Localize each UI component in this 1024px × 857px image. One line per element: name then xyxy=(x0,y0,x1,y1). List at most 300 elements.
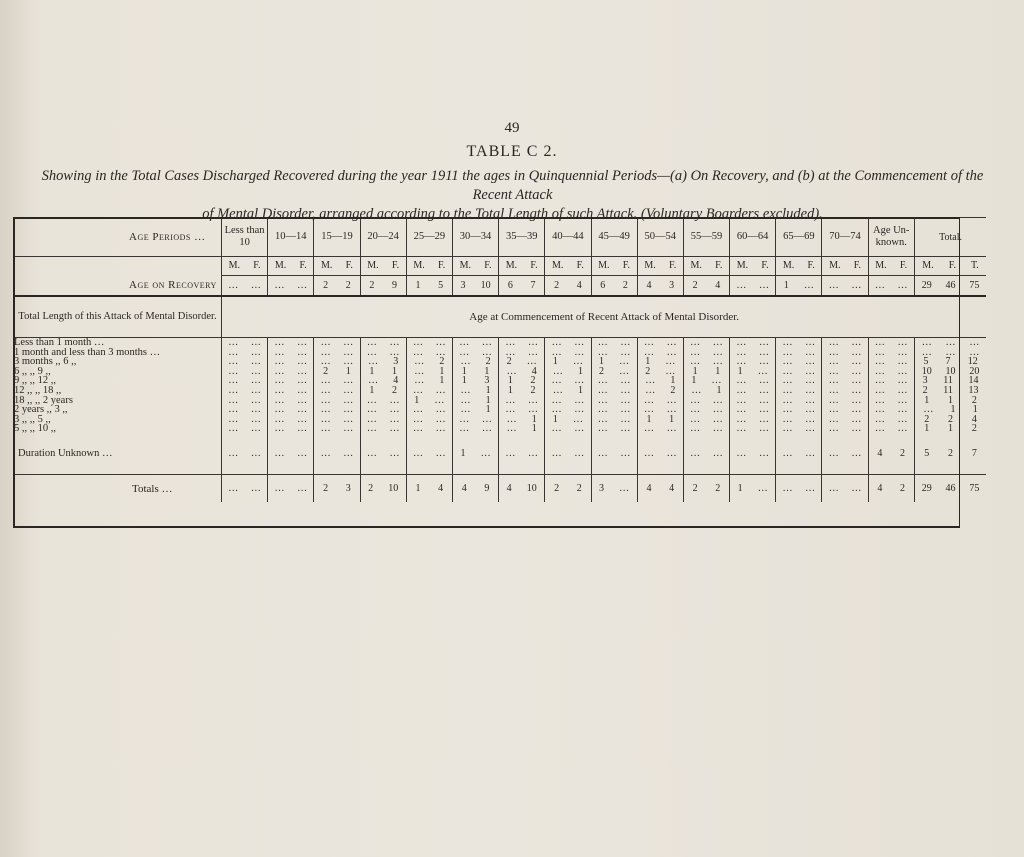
value-cell: … xyxy=(897,346,908,358)
value-cell: … xyxy=(528,337,539,348)
value-cell: 1 xyxy=(460,447,466,459)
value-cell: … xyxy=(691,384,702,396)
duration-row-label: 9 ,, ,, 12 ,, xyxy=(14,375,56,387)
period-header: 45—49 xyxy=(591,218,637,257)
value-cell: 7 xyxy=(945,356,951,368)
value-cell: … xyxy=(366,447,377,459)
value-cell: … xyxy=(736,375,747,387)
value-cell: … xyxy=(274,356,285,368)
value-cell: … xyxy=(736,346,747,358)
value-cell: 1 xyxy=(599,356,605,368)
value-cell: … xyxy=(805,337,816,348)
value-cell: … xyxy=(435,404,446,416)
value-cell: 75 xyxy=(969,483,980,494)
value-cell: 1 xyxy=(577,365,583,377)
value-cell: … xyxy=(228,337,239,348)
value-cell: F. xyxy=(253,260,261,272)
value-cell: … xyxy=(228,365,239,377)
value-cell: … xyxy=(320,394,331,406)
value-cell: 3 xyxy=(345,483,351,494)
value-cell: … xyxy=(782,365,793,377)
value-cell: … xyxy=(228,356,239,368)
value-cell: 1 xyxy=(737,365,743,377)
value-cell: … xyxy=(574,346,585,358)
value-cell: … xyxy=(805,346,816,358)
value-cell: … xyxy=(366,404,377,416)
value-cell: 4 xyxy=(393,375,399,387)
value-cell: … xyxy=(736,279,747,291)
value-cell: … xyxy=(459,413,470,425)
value-cell: … xyxy=(757,365,768,377)
value-cell: … xyxy=(690,394,701,406)
value-cell: … xyxy=(320,384,331,396)
value-cell: … xyxy=(460,404,471,416)
value-cell: 1 xyxy=(972,404,978,416)
value-cell: … xyxy=(343,337,354,348)
value-cell: F. xyxy=(530,260,538,272)
value-cell: 1 xyxy=(692,365,698,377)
value-cell: … xyxy=(782,356,793,368)
value-cell: F. xyxy=(948,260,956,272)
value-cell: 20 xyxy=(969,365,980,377)
value-cell: … xyxy=(874,279,885,291)
value-cell: … xyxy=(414,375,425,387)
value-cell: … xyxy=(620,337,631,348)
value-cell: … xyxy=(711,375,722,387)
period-header: 50—54 xyxy=(637,218,683,257)
value-cell: … xyxy=(782,404,793,416)
value-cell: … xyxy=(320,423,331,435)
value-cell: … xyxy=(480,447,491,459)
value-cell: … xyxy=(828,413,839,425)
duration-row-label: 6 ,, ,, 9 ,, xyxy=(14,365,51,377)
value-cell: … xyxy=(945,346,956,358)
value-cell: … xyxy=(505,337,516,348)
value-cell: … xyxy=(460,356,471,368)
value-cell: … xyxy=(505,394,516,406)
value-cell: … xyxy=(574,394,585,406)
value-cell: 10 xyxy=(921,365,932,377)
value-cell: 14 xyxy=(968,375,979,387)
value-cell: 2 xyxy=(554,279,560,291)
duration-row-label: 18 ,, ,, 2 years xyxy=(14,394,73,406)
value-cell: … xyxy=(343,346,354,358)
value-cell: … xyxy=(969,346,980,358)
value-cell: 2 xyxy=(670,384,676,396)
value-cell: … xyxy=(597,337,608,348)
value-cell: … xyxy=(874,356,885,368)
value-cell: … xyxy=(250,365,261,377)
value-cell: … xyxy=(897,337,908,348)
value-cell: 1 xyxy=(485,394,491,406)
value-cell: … xyxy=(620,346,631,358)
value-cell: … xyxy=(897,384,908,396)
value-cell: … xyxy=(435,413,446,425)
value-cell: … xyxy=(828,279,839,291)
value-cell: … xyxy=(645,384,656,396)
value-cell: … xyxy=(805,375,816,387)
value-cell: … xyxy=(828,423,839,435)
value-cell: … xyxy=(320,413,331,425)
value-cell: … xyxy=(805,483,816,494)
value-cell: … xyxy=(874,337,885,348)
value-cell: … xyxy=(643,423,654,435)
value-cell: 1 xyxy=(507,384,513,396)
value-cell: … xyxy=(528,447,539,459)
value-cell: 2 xyxy=(506,356,512,368)
value-cell: 4 xyxy=(576,279,582,291)
value-cell: … xyxy=(297,423,308,435)
value-cell: … xyxy=(460,384,471,396)
value-cell: … xyxy=(274,337,285,348)
value-cell: … xyxy=(645,375,656,387)
value-cell: 2 xyxy=(323,365,329,377)
value-cell: 4 xyxy=(877,447,883,459)
value-cell: 9 xyxy=(391,279,397,291)
value-cell: … xyxy=(969,337,980,348)
duration-unknown-label: Duration Unknown … xyxy=(14,440,222,466)
value-cell: … xyxy=(758,413,769,425)
value-cell: 7 xyxy=(971,447,977,459)
period-header: 40—44 xyxy=(545,218,591,257)
table-title: TABLE C 2. xyxy=(466,143,558,160)
table-frame xyxy=(13,217,960,528)
value-cell: … xyxy=(828,384,839,396)
value-cell: … xyxy=(874,413,885,425)
value-cell: 3 xyxy=(393,356,399,368)
value-cell: … xyxy=(297,394,308,406)
value-cell: … xyxy=(923,404,934,416)
value-cell: … xyxy=(758,346,769,358)
value-cell: … xyxy=(805,384,816,396)
value-cell: 1 xyxy=(577,384,583,396)
value-cell: … xyxy=(481,413,492,425)
value-cell: … xyxy=(414,356,425,368)
value-cell: M. xyxy=(321,260,333,272)
value-cell: … xyxy=(897,394,908,406)
value-cell: … xyxy=(551,404,562,416)
value-cell: 4 xyxy=(669,483,675,494)
value-cell: … xyxy=(712,346,723,358)
value-cell: 1 xyxy=(670,375,676,387)
page-number: 49 xyxy=(504,120,520,136)
value-cell: … xyxy=(851,279,862,291)
value-cell: … xyxy=(805,394,816,406)
value-cell: … xyxy=(274,423,285,435)
value-cell: … xyxy=(828,394,839,406)
value-cell: … xyxy=(597,423,608,435)
value-cell: … xyxy=(274,346,285,358)
value-cell: … xyxy=(228,483,239,494)
value-cell: 1 xyxy=(461,365,467,377)
value-cell: 5 xyxy=(923,356,929,368)
value-cell: 2 xyxy=(948,447,954,459)
value-cell: … xyxy=(712,394,723,406)
value-cell: … xyxy=(921,337,932,348)
value-cell: … xyxy=(574,447,585,459)
value-cell: 1 xyxy=(415,483,421,494)
value-cell: M. xyxy=(829,260,841,272)
value-cell: … xyxy=(343,404,354,416)
period-header: 30—34 xyxy=(452,218,498,257)
duration-row-label: 2 years ,, 3 ,, xyxy=(14,404,68,416)
value-cell: 1 xyxy=(485,384,491,396)
value-cell: … xyxy=(572,356,583,368)
value-cell: … xyxy=(572,413,583,425)
period-header: 55—59 xyxy=(683,218,729,257)
value-cell: … xyxy=(874,394,885,406)
value-cell: 1 xyxy=(485,404,491,416)
value-cell: 1 xyxy=(645,356,651,368)
value-cell: 2 xyxy=(692,279,698,291)
value-cell: 2 xyxy=(368,483,374,494)
value-cell: 10 xyxy=(526,483,537,494)
period-header: 65—69 xyxy=(776,218,822,257)
value-cell: … xyxy=(297,447,308,459)
value-cell: 2 xyxy=(599,365,605,377)
value-cell: … xyxy=(828,375,839,387)
value-cell: … xyxy=(620,375,631,387)
value-cell: 1 xyxy=(948,423,954,435)
value-cell: … xyxy=(320,447,331,459)
value-cell: 12 xyxy=(967,356,978,368)
value-cell: F. xyxy=(622,260,631,272)
value-cell: … xyxy=(551,375,562,387)
value-cell: 1 xyxy=(783,279,789,291)
value-cell: 4 xyxy=(506,483,512,494)
value-cell: 2 xyxy=(900,483,906,494)
value-cell: … xyxy=(413,423,424,435)
value-cell: … xyxy=(620,413,631,425)
duration-row-label: 5 ,, ,, 10 ,, xyxy=(14,423,56,435)
value-cell: 9 xyxy=(484,483,490,494)
value-cell: … xyxy=(666,394,677,406)
value-cell: 2 xyxy=(715,483,721,494)
value-cell: … xyxy=(274,413,285,425)
value-cell: 1 xyxy=(439,375,445,387)
value-cell: … xyxy=(758,447,769,459)
value-cell: … xyxy=(782,447,793,459)
value-cell: F. xyxy=(345,260,353,272)
value-cell: … xyxy=(690,447,701,459)
value-cell: … xyxy=(874,375,885,387)
value-cell: … xyxy=(851,413,862,425)
value-cell: … xyxy=(736,384,747,396)
value-cell: 4 xyxy=(461,483,467,494)
value-cell: … xyxy=(250,394,261,406)
value-cell: 4 xyxy=(715,279,721,291)
value-cell: … xyxy=(228,413,239,425)
value-cell: … xyxy=(758,384,769,396)
value-cell: … xyxy=(274,384,285,396)
value-cell: … xyxy=(758,279,769,291)
value-cell: 1 xyxy=(439,365,445,377)
value-cell: … xyxy=(828,356,839,368)
value-cell: M. xyxy=(505,260,518,272)
value-cell: 1 xyxy=(369,365,375,377)
value-cell: 10 xyxy=(388,483,399,494)
value-cell: … xyxy=(551,337,562,348)
value-cell: … xyxy=(297,365,308,377)
value-cell: … xyxy=(874,365,885,377)
value-cell: … xyxy=(620,423,631,435)
value-cell: … xyxy=(389,404,400,416)
duration-row-label: 12 ,, ,, 18 ,, xyxy=(14,384,62,396)
value-cell: … xyxy=(434,394,445,406)
value-cell: F. xyxy=(715,260,723,272)
value-cell: 2 xyxy=(900,447,906,459)
value-cell: 1 xyxy=(461,375,467,387)
value-cell: 2 xyxy=(922,384,928,396)
value-cell: 1 xyxy=(369,384,375,396)
value-cell: … xyxy=(736,337,747,348)
period-header: 20—24 xyxy=(360,218,406,257)
value-cell: … xyxy=(851,423,862,435)
value-cell: 75 xyxy=(969,279,980,291)
value-cell: … xyxy=(297,346,308,358)
value-cell: … xyxy=(690,404,701,416)
value-cell: 2 xyxy=(391,384,397,396)
value-cell: … xyxy=(228,346,239,358)
value-cell: … xyxy=(389,423,400,435)
value-cell: … xyxy=(874,423,885,435)
value-cell: F. xyxy=(899,260,908,272)
value-cell: … xyxy=(297,337,308,348)
value-cell: … xyxy=(666,337,677,348)
value-cell: … xyxy=(435,346,446,358)
value-cell: 1 xyxy=(552,413,558,425)
value-cell: … xyxy=(320,404,331,416)
value-cell: … xyxy=(274,394,285,406)
value-cell: … xyxy=(574,423,585,435)
value-cell: … xyxy=(250,413,261,425)
value-cell: … xyxy=(459,423,470,435)
value-cell: … xyxy=(414,365,425,377)
value-cell: … xyxy=(343,384,354,396)
value-cell: … xyxy=(782,483,793,494)
value-cell: … xyxy=(712,356,723,368)
value-cell: 1 xyxy=(716,384,722,396)
value-cell: … xyxy=(435,447,446,459)
value-cell: 4 xyxy=(646,279,652,291)
value-cell: … xyxy=(757,483,768,494)
value-cell: 46 xyxy=(945,279,956,291)
value-cell: … xyxy=(828,404,839,416)
value-cell: … xyxy=(574,404,585,416)
period-header: Less than 10 xyxy=(222,218,268,257)
value-cell: … xyxy=(851,483,862,494)
value-cell: … xyxy=(481,337,492,348)
value-cell: … xyxy=(758,337,769,348)
value-cell: … xyxy=(597,447,608,459)
period-header: 70—74 xyxy=(822,218,868,257)
value-cell: … xyxy=(828,447,839,459)
value-cell: 1 xyxy=(948,394,954,406)
value-cell: … xyxy=(782,413,793,425)
value-cell: 29 xyxy=(921,483,932,494)
value-cell: … xyxy=(250,404,261,416)
value-cell: … xyxy=(460,394,471,406)
value-cell: … xyxy=(851,356,862,368)
value-cell: … xyxy=(874,384,885,396)
value-cell: … xyxy=(597,375,608,387)
value-cell: … xyxy=(712,413,723,425)
value-cell: … xyxy=(228,384,239,396)
value-cell: … xyxy=(274,365,285,377)
value-cell: … xyxy=(805,356,816,368)
value-cell: … xyxy=(366,337,377,348)
value-cell: … xyxy=(851,404,862,416)
value-cell: M. xyxy=(228,260,241,272)
value-cell: … xyxy=(297,413,308,425)
duration-row-label: Less than 1 month … xyxy=(14,337,105,348)
commencement-label: Age at Commencement of Recent Attack of Mental Disorder. xyxy=(222,296,987,338)
value-cell: M. xyxy=(367,260,379,272)
value-cell: … xyxy=(828,365,839,377)
value-cell: … xyxy=(320,346,331,358)
value-cell: … xyxy=(805,365,816,377)
value-cell: 2 xyxy=(971,423,977,435)
value-cell: … xyxy=(506,423,517,435)
period-header: Age Un-known. xyxy=(868,218,914,257)
value-cell: … xyxy=(897,356,908,368)
value-cell: … xyxy=(435,337,446,348)
value-cell: … xyxy=(690,337,701,348)
value-cell: … xyxy=(851,394,862,406)
value-cell: 1 xyxy=(646,413,652,425)
value-cell: M. xyxy=(274,260,287,272)
value-cell: F. xyxy=(438,260,446,272)
value-cell: … xyxy=(828,483,839,494)
value-cell: … xyxy=(736,413,747,425)
value-cell: M. xyxy=(459,260,471,272)
duration-row-label: 1 month and less than 3 months … xyxy=(14,346,161,358)
value-cell: … xyxy=(274,447,285,459)
value-cell: … xyxy=(506,365,517,377)
value-cell: … xyxy=(366,346,377,358)
value-cell: 2 xyxy=(692,483,698,494)
value-cell: 10 xyxy=(945,365,956,377)
value-cell: … xyxy=(643,404,654,416)
value-cell: … xyxy=(435,423,446,435)
value-cell: … xyxy=(297,483,308,494)
value-cell: … xyxy=(851,346,862,358)
value-cell: … xyxy=(274,375,285,387)
value-cell: … xyxy=(805,447,816,459)
value-cell: 10 xyxy=(480,279,491,291)
value-cell: … xyxy=(274,483,285,494)
value-cell: M. xyxy=(551,260,564,272)
value-cell: 1 xyxy=(531,413,537,425)
value-cell: … xyxy=(805,413,816,425)
value-cell: 1 xyxy=(484,365,490,377)
value-cell: … xyxy=(851,365,862,377)
value-cell: … xyxy=(297,356,308,368)
value-cell: … xyxy=(250,337,261,348)
value-cell: … xyxy=(297,384,308,396)
value-cell: … xyxy=(228,375,239,387)
value-cell: 1 xyxy=(924,423,930,435)
value-cell: 1 xyxy=(391,365,397,377)
value-cell: … xyxy=(736,394,747,406)
value-cell: … xyxy=(758,394,769,406)
value-cell: 5 xyxy=(924,447,930,459)
value-cell: … xyxy=(366,394,377,406)
period-header: 35—39 xyxy=(499,218,545,257)
value-cell: 6 xyxy=(507,279,513,291)
value-cell: … xyxy=(343,413,354,425)
value-cell: 2 xyxy=(485,356,491,368)
